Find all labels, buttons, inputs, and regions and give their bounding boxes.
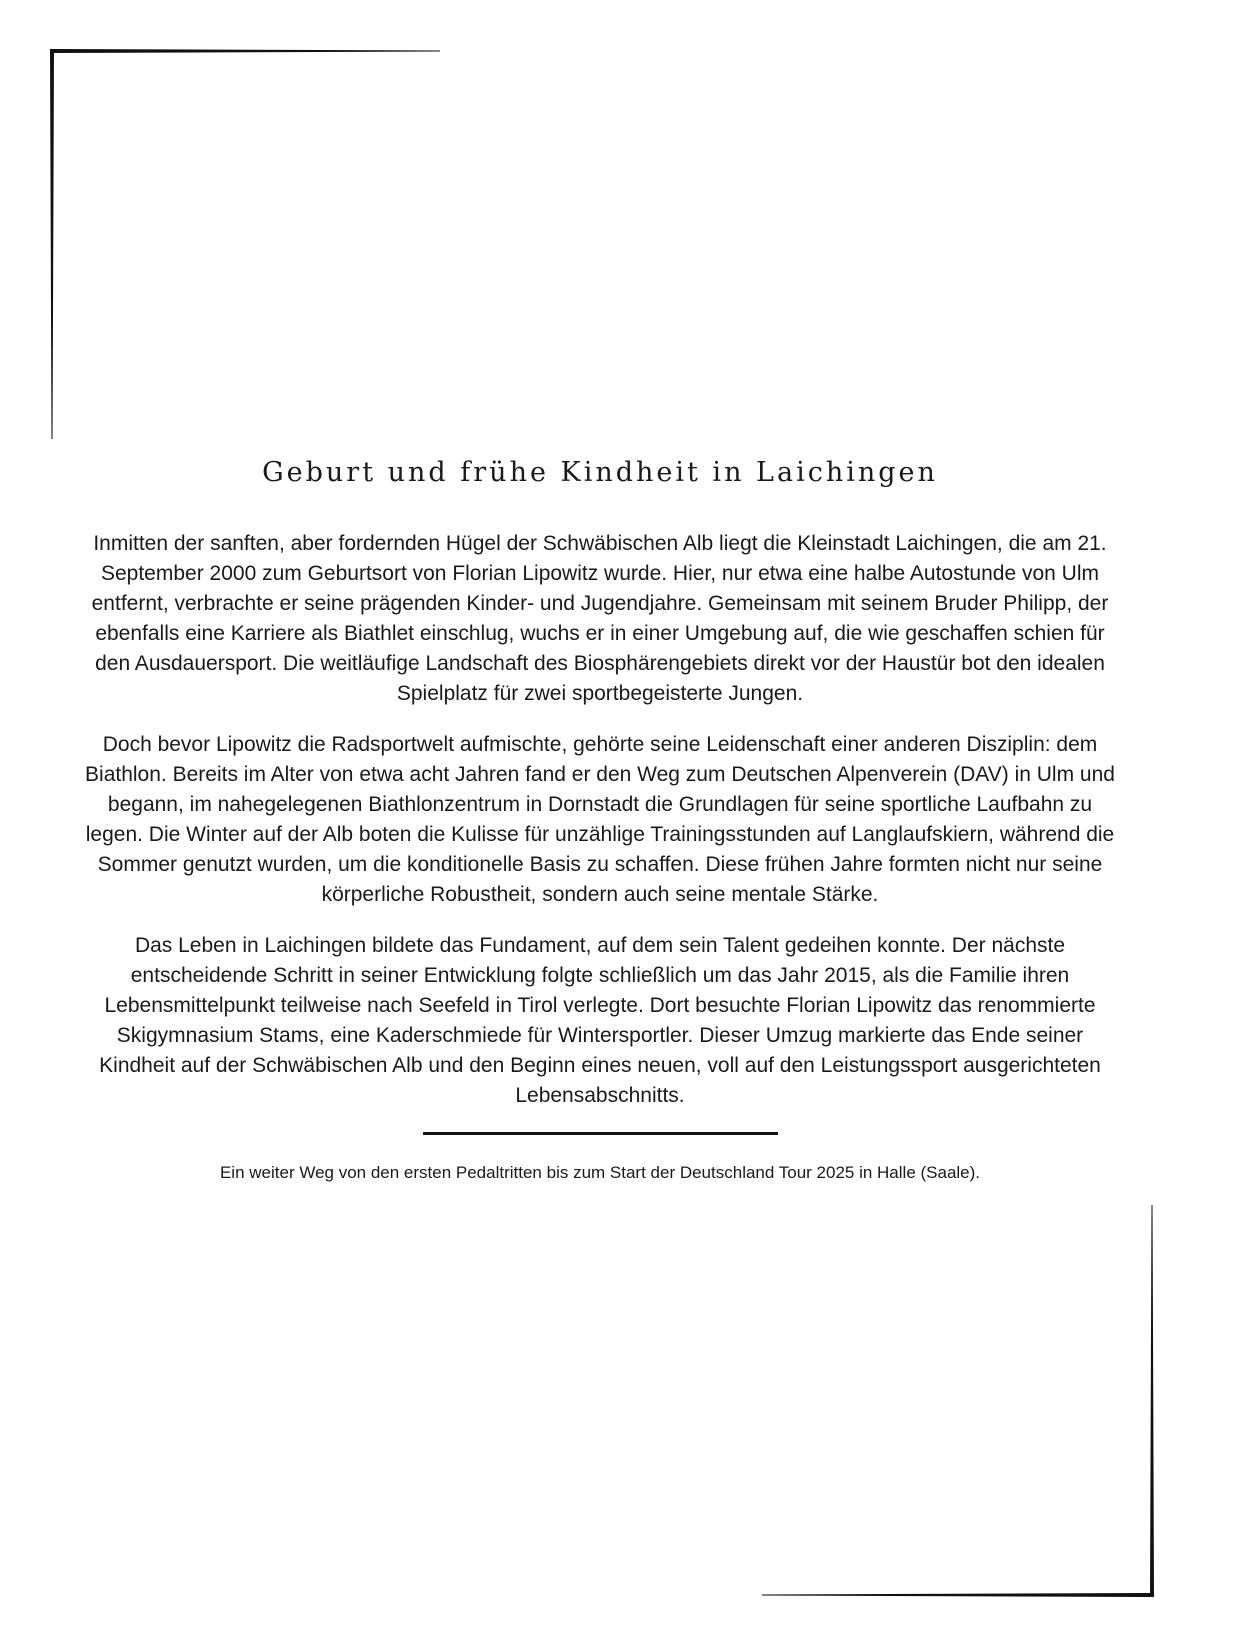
caption: Ein weiter Weg von den ersten Pedaltritten bis zum Start der Deutschland Tour 2025 in Halle (Saale). bbox=[219, 1163, 981, 1182]
frame-bottom-right-horizontal-line bbox=[762, 1593, 1154, 1597]
frame-bottom-right-vertical-line bbox=[1150, 1205, 1154, 1597]
section-divider bbox=[423, 1132, 778, 1135]
frame-top-left-vertical-line bbox=[50, 49, 54, 439]
paragraph-move: Das Leben in Laichingen bildete das Fundament, auf dem sein Talent gedeihen konnte. Der nächste entscheidende Schritt in seiner Entwicklung folgte schließlich um das Jahr 2015, als die Familie ihren Lebensmittelpunkt teilweise nach Seefeld in Tirol verlegte. Dort besuchte Florian Lipowitz das renommierte Skigymnasium Stams, eine Kaderschmiede für Wintersportler. Dieser Umzug markierte das Ende seiner Kindheit auf der Schwäbischen Alb und den Beginn eines neuen, voll auf den Leistungssport ausgerichteten Lebensabschnitts. bbox=[99, 934, 1101, 1107]
paragraph-biathlon: Doch bevor Lipowitz die Radsportwelt aufmischte, gehörte seine Leidenschaft einer anderen Disziplin: dem Biathlon. Bereits im Alter von etwa acht Jahren fand er den Weg zum Deutschen Alpenverein (DAV) in Ulm und begann, im nahegelegenen Biathlonzentrum in Dornstadt die Grundlagen für seine sportliche Laufbahn zu legen. Die Winter auf der Alb boten die Kulisse für unzählige Trainingsstunden auf Langlaufskiern, während die Sommer genutzt wurden, um die konditionelle Basis zu schaffen. Diese frühen Jahre formten nicht nur seine körperliche Robustheit, sondern auch seine mentale Stärke. bbox=[85, 733, 1115, 906]
paragraph-birth: Inmitten der sanften, aber fordernden Hügel der Schwäbischen Alb liegt die Kleinstadt Laichingen, die am 21. September 2000 zum Geburtsort von Florian Lipowitz wurde. Hier, nur etwa eine halbe Autostunde von Ulm entfernt, verbrachte er seine prägenden Kinder- und Jugendjahre. Gemeinsam mit seinem Bruder Philipp, der ebenfalls eine Karriere als Biathlet einschlug, wuchs er in einer Umgebung auf, die wie geschaffen schien für den Ausdauersport. Die weitläufige Landschaft des Biosphärengebiets direkt vor der Haustür bot den idealen Spielplatz für zwei sportbegeisterte Jungen. bbox=[91, 532, 1109, 705]
article-title: Geburt und frühe Kindheit in Laichingen bbox=[262, 457, 938, 488]
article-content bbox=[80, 455, 1120, 1185]
frame-top-left-horizontal-line bbox=[50, 49, 440, 53]
